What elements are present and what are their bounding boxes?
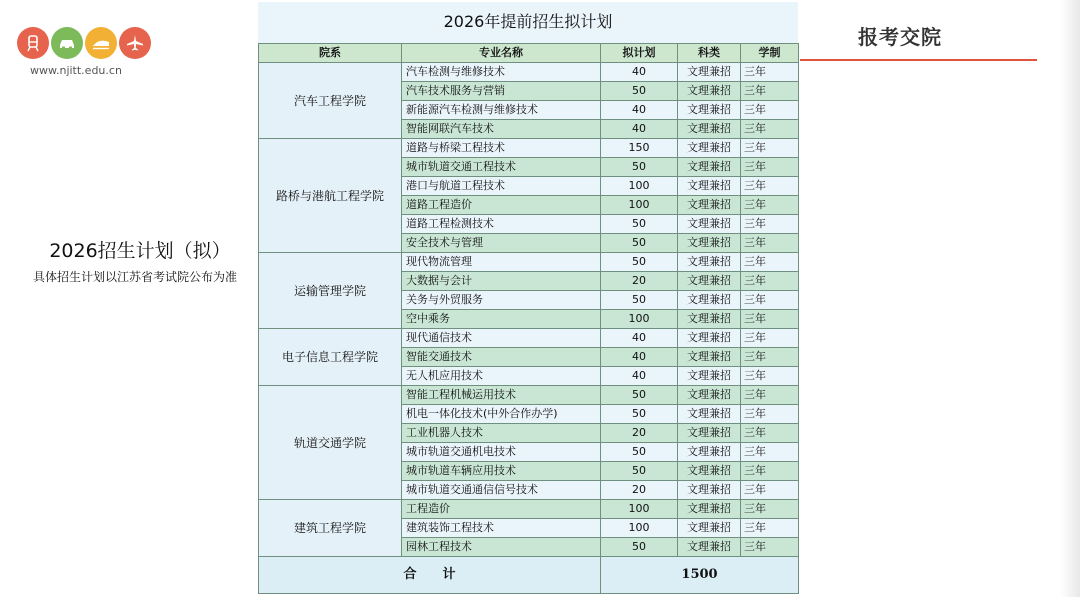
plan-cell: 50 <box>601 82 678 101</box>
major-cell: 智能工程机械运用技术 <box>402 386 601 405</box>
college-cell: 运输管理学院 <box>259 253 402 329</box>
header-type: 科类 <box>678 44 741 63</box>
type-cell: 文理兼招 <box>678 291 741 310</box>
plan-cell: 100 <box>601 500 678 519</box>
section-title: 报考交院 <box>858 25 942 49</box>
table-row <box>259 139 799 158</box>
type-cell: 文理兼招 <box>678 538 741 557</box>
college-cell: 轨道交通学院 <box>259 386 402 500</box>
total-value: 1500 <box>601 557 799 594</box>
major-cell: 现代物流管理 <box>402 253 601 272</box>
type-cell: 文理兼招 <box>678 481 741 500</box>
length-cell: 三年 <box>741 177 799 196</box>
type-cell: 文理兼招 <box>678 329 741 348</box>
type-cell: 文理兼招 <box>678 215 741 234</box>
type-cell: 文理兼招 <box>678 234 741 253</box>
enrollment-sheet <box>258 2 798 594</box>
major-cell: 城市轨道交通工程技术 <box>402 158 601 177</box>
major-cell: 城市轨道车辆应用技术 <box>402 462 601 481</box>
plan-title: 2026招生计划（拟） <box>49 240 231 262</box>
major-cell: 新能源汽车检测与维修技术 <box>402 101 601 120</box>
major-cell: 城市轨道交通机电技术 <box>402 443 601 462</box>
type-cell: 文理兼招 <box>678 386 741 405</box>
plan-cell: 20 <box>601 272 678 291</box>
plan-cell: 100 <box>601 519 678 538</box>
type-cell: 文理兼招 <box>678 500 741 519</box>
type-cell: 文理兼招 <box>678 348 741 367</box>
major-cell: 工业机器人技术 <box>402 424 601 443</box>
header-plan: 拟计划 <box>601 44 678 63</box>
header-length: 学制 <box>741 44 799 63</box>
type-cell: 文理兼招 <box>678 443 741 462</box>
type-cell: 文理兼招 <box>678 519 741 538</box>
length-cell: 三年 <box>741 120 799 139</box>
table-row <box>259 63 799 82</box>
major-cell: 汽车检测与维修技术 <box>402 63 601 82</box>
type-cell: 文理兼招 <box>678 196 741 215</box>
length-cell: 三年 <box>741 462 799 481</box>
type-cell: 文理兼招 <box>678 367 741 386</box>
major-cell: 关务与外贸服务 <box>402 291 601 310</box>
length-cell: 三年 <box>741 519 799 538</box>
header-major: 专业名称 <box>402 44 601 63</box>
major-cell: 道路与桥梁工程技术 <box>402 139 601 158</box>
plan-cell: 40 <box>601 329 678 348</box>
school-url: www.njitt.edu.cn <box>30 64 122 77</box>
college-cell: 建筑工程学院 <box>259 500 402 557</box>
type-cell: 文理兼招 <box>678 139 741 158</box>
college-cell: 汽车工程学院 <box>259 63 402 139</box>
length-cell: 三年 <box>741 348 799 367</box>
type-cell: 文理兼招 <box>678 101 741 120</box>
plan-cell: 50 <box>601 443 678 462</box>
major-cell: 智能网联汽车技术 <box>402 120 601 139</box>
length-cell: 三年 <box>741 196 799 215</box>
car-icon <box>51 27 83 59</box>
length-cell: 三年 <box>741 158 799 177</box>
type-cell: 文理兼招 <box>678 158 741 177</box>
header-college: 院系 <box>259 44 402 63</box>
table-row <box>259 253 799 272</box>
major-cell: 建筑装饰工程技术 <box>402 519 601 538</box>
length-cell: 三年 <box>741 82 799 101</box>
sheet-title: 2026年提前招生拟计划 <box>443 12 613 31</box>
type-cell: 文理兼招 <box>678 424 741 443</box>
plan-cell: 50 <box>601 405 678 424</box>
length-cell: 三年 <box>741 101 799 120</box>
college-cell: 电子信息工程学院 <box>259 329 402 386</box>
major-cell: 安全技术与管理 <box>402 234 601 253</box>
length-cell: 三年 <box>741 63 799 82</box>
title-underline <box>800 59 1037 61</box>
plan-cell: 50 <box>601 462 678 481</box>
major-cell: 汽车技术服务与营销 <box>402 82 601 101</box>
plan-cell: 40 <box>601 367 678 386</box>
type-cell: 文理兼招 <box>678 177 741 196</box>
length-cell: 三年 <box>741 443 799 462</box>
plan-cell: 40 <box>601 348 678 367</box>
plan-cell: 100 <box>601 310 678 329</box>
plan-cell: 50 <box>601 215 678 234</box>
airplane-icon <box>119 27 151 59</box>
plan-subtitle: 具体招生计划以江苏省考试院公布为准 <box>32 270 237 284</box>
plan-cell: 40 <box>601 101 678 120</box>
major-cell: 现代通信技术 <box>402 329 601 348</box>
plan-cell: 20 <box>601 424 678 443</box>
length-cell: 三年 <box>741 405 799 424</box>
enrollment-table <box>258 43 799 594</box>
high-speed-rail-icon <box>85 27 117 59</box>
plan-cell: 50 <box>601 253 678 272</box>
length-cell: 三年 <box>741 234 799 253</box>
length-cell: 三年 <box>741 424 799 443</box>
type-cell: 文理兼招 <box>678 405 741 424</box>
plan-cell: 20 <box>601 481 678 500</box>
table-header-row <box>259 44 799 63</box>
length-cell: 三年 <box>741 500 799 519</box>
plan-cell: 50 <box>601 386 678 405</box>
length-cell: 三年 <box>741 291 799 310</box>
total-row <box>259 557 799 594</box>
plan-cell: 40 <box>601 120 678 139</box>
length-cell: 三年 <box>741 481 799 500</box>
major-cell: 道路工程检测技术 <box>402 215 601 234</box>
type-cell: 文理兼招 <box>678 253 741 272</box>
type-cell: 文理兼招 <box>678 462 741 481</box>
type-cell: 文理兼招 <box>678 310 741 329</box>
plan-cell: 50 <box>601 234 678 253</box>
table-row <box>259 329 799 348</box>
type-cell: 文理兼招 <box>678 272 741 291</box>
major-cell: 道路工程造价 <box>402 196 601 215</box>
plan-cell: 50 <box>601 158 678 177</box>
major-cell: 无人机应用技术 <box>402 367 601 386</box>
length-cell: 三年 <box>741 310 799 329</box>
length-cell: 三年 <box>741 253 799 272</box>
type-cell: 文理兼招 <box>678 82 741 101</box>
type-cell: 文理兼招 <box>678 120 741 139</box>
major-cell: 空中乘务 <box>402 310 601 329</box>
length-cell: 三年 <box>741 538 799 557</box>
major-cell: 园林工程技术 <box>402 538 601 557</box>
school-logo <box>17 27 151 59</box>
plan-cell: 100 <box>601 196 678 215</box>
major-cell: 大数据与会计 <box>402 272 601 291</box>
edge-shadow <box>1060 0 1080 597</box>
table-row <box>259 500 799 519</box>
train-icon <box>17 27 49 59</box>
plan-cell: 100 <box>601 177 678 196</box>
length-cell: 三年 <box>741 139 799 158</box>
length-cell: 三年 <box>741 272 799 291</box>
plan-cell: 50 <box>601 538 678 557</box>
major-cell: 港口与航道工程技术 <box>402 177 601 196</box>
length-cell: 三年 <box>741 367 799 386</box>
length-cell: 三年 <box>741 215 799 234</box>
length-cell: 三年 <box>741 386 799 405</box>
college-cell: 路桥与港航工程学院 <box>259 139 402 253</box>
total-label: 合 计 <box>259 557 601 594</box>
type-cell: 文理兼招 <box>678 63 741 82</box>
plan-cell: 50 <box>601 291 678 310</box>
plan-cell: 150 <box>601 139 678 158</box>
major-cell: 机电一体化技术(中外合作办学) <box>402 405 601 424</box>
plan-cell: 40 <box>601 63 678 82</box>
table-body <box>259 63 799 594</box>
table-row <box>259 386 799 405</box>
major-cell: 工程造价 <box>402 500 601 519</box>
length-cell: 三年 <box>741 329 799 348</box>
major-cell: 智能交通技术 <box>402 348 601 367</box>
major-cell: 城市轨道交通通信信号技术 <box>402 481 601 500</box>
